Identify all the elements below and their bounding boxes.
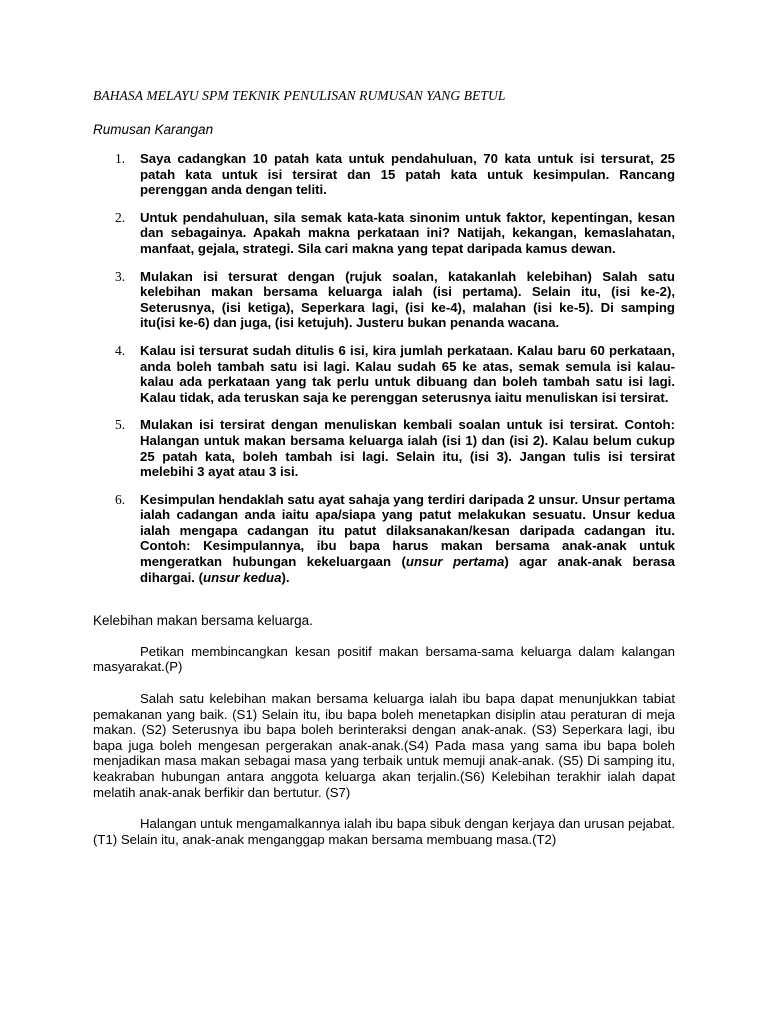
list-number: 1. [115, 151, 126, 166]
list-item [93, 417, 675, 479]
document-title: BAHASA MELAYU SPM TEKNIK PENULISAN RUMUSAN YANG BETUL [93, 88, 506, 103]
list-item-text: Saya cadangkan 10 patah kata untuk pendahuluan, 70 kata untuk isi tersurat, 25 patah kata untuk isi tersirat dan 15 patah kata untuk kesimpulan. Rancang perenggan anda dengan teliti. [140, 151, 675, 198]
document-page [93, 88, 675, 861]
list-number: 3. [115, 268, 126, 284]
list-item [93, 151, 675, 198]
list-item [93, 269, 675, 331]
list-item-text: Kalau isi tersurat sudah ditulis 6 isi, kira jumlah perkataan. Kalau baru 60 perkataan, anda boleh tambah satu isi lagi. Kalau sudah 65 ke atas, semak semula isi kalau-kalau ada perkataan yang tak perlu untuk dibuang dan boleh tambah satu isi lagi. Kalau tidak, ada teruskan saja ke perenggan seterusnya iaitu menuliskan isi tersirat. [140, 342, 675, 405]
point6-text-middle: ) agar anak-anak berasa dihargai. ( [140, 554, 675, 585]
list-item [93, 492, 675, 586]
list-item-text [140, 492, 675, 586]
list-number: 2. [115, 209, 126, 225]
tips-list [93, 151, 675, 585]
list-item [93, 343, 675, 405]
list-item [93, 210, 675, 257]
list-number: 4. [115, 342, 126, 358]
example-paragraph-intro: Petikan membincangkan kesan positif makan bersama-sama keluarga dalam kalangan masyarakat.(P) [93, 643, 675, 675]
list-number: 5. [115, 417, 126, 433]
list-item-text: Mulakan isi tersirat dengan menuliskan kembali soalan untuk isi tersirat. Contoh: Halangan untuk makan bersama keluarga ialah (isi 1) dan (isi 2). Kalau belum cukup 25 patah kata, boleh tambah isi lagi. Selain itu, (isi 3). Jangan tulis isi tersirat melebihi 3 ayat atau 3 isi. [140, 417, 675, 480]
list-item-text: Untuk pendahuluan, sila semak kata-kata sinonim untuk faktor, kepentingan, kesan dan sebagainya. Apakah makna perkataan ini? Natijah, kekangan, kemaslahatan, manfaat, gejala, strategi. Sila cari makna yang tepat daripada kamus dewan. [140, 209, 675, 256]
point6-text-before: Kesimpulan hendaklah satu ayat sahaja yang terdiri daripada 2 unsur. Unsur pertama ialah cadangan anda iaitu apa/siapa yang patut melakukan sesuatu. Unsur kedua ialah mengapa cadangan itu patut dilaksanakan/kesan daripada cadangan itu. Contoh: Kesimpulannya, ibu bapa harus makan bersama anak-anak untuk mengeratkan hubungan kekeluargaan ( [140, 491, 675, 570]
point6-italic-2: unsur kedua [203, 569, 282, 585]
list-item-text: Mulakan isi tersurat dengan (rujuk soalan, katakanlah kelebihan) Salah satu kelebihan makan bersama keluarga ialah (isi pertama). Selain itu, (isi ke-2), Seterusnya, (isi ketiga), Seperkara lagi, (isi ke-4), malahan (isi ke-5). Di samping itu(isi ke-6) dan juga, (isi ketujuh). Justeru bukan penanda wacana. [140, 268, 675, 331]
example-heading: Kelebihan makan bersama keluarga. [93, 613, 313, 629]
example-paragraph-explicit: Salah satu kelebihan makan bersama keluarga ialah ibu bapa dapat menunjukkan tabiat pemakanan yang baik. (S1) Selain itu, ibu bapa boleh menetapkan disiplin atau peraturan di meja makan. (S2) Seterusnya ibu bapa boleh berinteraksi dengan anak-anak. (S3) Seperkara lagi, ibu bapa juga boleh mengesan pergerakan anak-anak.(S4) Pada masa yang sama ibu bapa boleh menjadikan masa makan sebagai masa yang terbaik untuk memuji anak-anak. (S5) Di samping itu, keakraban hubungan antara anggota keluarga akan terjalin.(S6) Kelebihan terakhir ialah dapat melatih anak-anak berfikir dan bertutur. (S7) [93, 691, 675, 800]
point6-text-after: ). [281, 569, 290, 585]
section-label: Rumusan Karangan [93, 122, 214, 137]
point6-italic-1: unsur pertama [405, 554, 505, 570]
list-number: 6. [115, 491, 126, 507]
example-paragraph-implicit: Halangan untuk mengamalkannya ialah ibu bapa sibuk dengan kerjaya dan urusan pejabat. (T1) Selain itu, anak-anak menganggap makan bersama membuang masa.(T2) [93, 816, 675, 847]
